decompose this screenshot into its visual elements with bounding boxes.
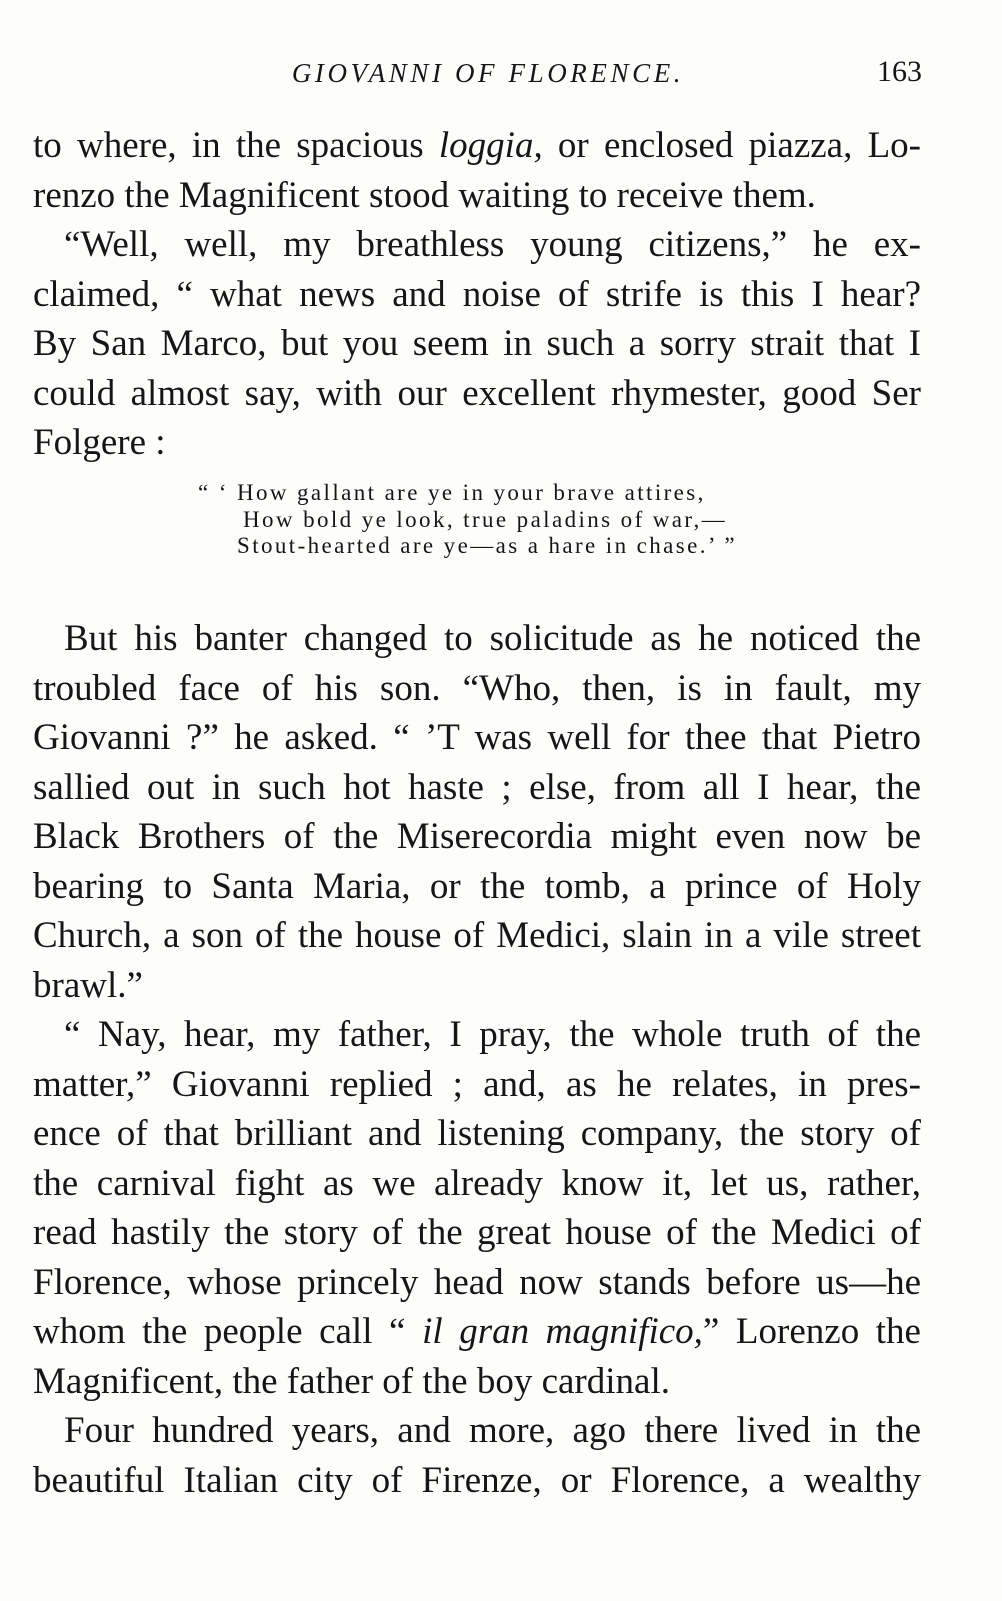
text-line: beautiful Italian city of Firenze, or Florence, a wealthy (33, 1459, 921, 1501)
italic-term: loggia, (438, 125, 543, 166)
text-line: matter,” Giovanni replied ; and, as he relates, in pres- (33, 1063, 921, 1105)
paragraph (33, 1406, 921, 1505)
text-line: Magnificent, the father of the boy cardinal. (33, 1360, 670, 1402)
text-block (33, 121, 921, 468)
text-line: But his banter changed to solicitude as he noticed the (64, 618, 921, 659)
paragraph (33, 121, 921, 220)
text-line: renzo the Magnificent stood waiting to receive them. (33, 174, 816, 216)
verse-line: How bold ye look, true paladins of war,— (243, 506, 728, 532)
paragraph (33, 1010, 921, 1406)
text-line: “Well, well, my breathless young citizens,” he ex- (64, 224, 921, 265)
verse-quotation (0, 480, 1002, 560)
text-run: ” Lorenzo the (702, 1311, 921, 1352)
text-line: Folgere : (33, 422, 166, 463)
text-line: Four hundred years, and more, ago there lived in the (64, 1410, 921, 1451)
text-line: Florence, whose princely head now stands before us—he (33, 1261, 921, 1303)
text-line: ence of that brilliant and listening company, the story of (33, 1113, 921, 1154)
text-line (33, 121, 921, 171)
text-line: could almost say, with our excellent rhymester, good Ser (33, 372, 921, 414)
paragraph (33, 220, 921, 468)
verse-line: “ ‘ How gallant are ye in your brave attires, (198, 480, 706, 505)
text-block (33, 614, 921, 1505)
italic-term: il gran magnifico, (422, 1311, 703, 1352)
text-line: brawl.” (33, 964, 143, 1006)
text-line: claimed, “ what news and noise of strife is this I hear? (33, 273, 921, 315)
paragraph (33, 614, 921, 1010)
text-line: troubled face of his son. “Who, then, is in fault, my (33, 667, 921, 709)
text-run: or enclosed piazza, Lo- (542, 125, 921, 166)
running-title: GIOVANNI OF FLORENCE. (291, 58, 685, 88)
text-run: whom the people call “ (33, 1311, 423, 1352)
text-line: Giovanni ?” he asked. “ ’T was well for thee that Pietro (33, 717, 921, 758)
text-line: the carnival fight as we already know it, let us, rather, (33, 1162, 921, 1204)
text-line: “ Nay, hear, my father, I pray, the whole truth of the (64, 1014, 921, 1055)
text-line: By San Marco, but you seem in such a sorry strait that I (33, 323, 921, 364)
text-line: bearing to Santa Maria, or the tomb, a prince of Holy (33, 865, 921, 907)
text-line: read hastily the story of the great house of the Medici of (33, 1212, 921, 1253)
page-number: 163 (877, 55, 922, 88)
text-run: to where, in the spacious (33, 125, 439, 166)
text-line: Church, a son of the house of Medici, slain in a vile street (33, 915, 921, 956)
text-line: Black Brothers of the Miserecordia might even now be (33, 816, 921, 857)
text-line (33, 1307, 921, 1357)
verse-line: Stout-hearted are ye—as a hare in chase.’ ” (237, 533, 737, 558)
text-line: sallied out in such hot haste ; else, from all I hear, the (33, 766, 921, 808)
